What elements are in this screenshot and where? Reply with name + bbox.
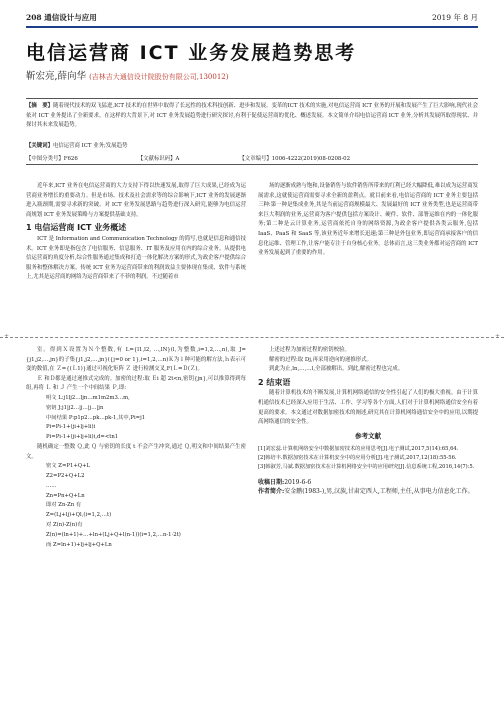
lower-intro: 室。得到Ｘ设置为Ｎ个整数,有 L={l1,l2, …,lN}(l,为整数,i=1,2,…,n),取 J={j1,j2,…,jn}的子集{j1,j2,…,jn}({j=0 or 1},i=1,2,…n)Ｋ为ｌ种可能的解方法,ｈ表示可变的数值,在 Ｚ={(Ｌ1)}通过可视化矩阵 Ｚ 进行检测交叉,F(Ｌ=Ｄ(Ｚ)。: [26, 347, 246, 373]
article-title: 电信运营商 ICT 业务发展趋势思考: [26, 42, 357, 64]
lower-right-p3: 到此为止,ln,…,…l,全部被解出。到此,解密过程也完成。: [269, 366, 404, 373]
received-date: 2019-6-6: [284, 478, 312, 486]
reference-item: [2]韩培丰.数据加密技术在计算机安全中的应用分析[J].电子测试,2017,12(18):55-56.: [258, 455, 457, 462]
formula-line: 而 Z=ln+1)+lj+lj+Q+Ln: [46, 541, 112, 548]
issue-date: 2019 年 8 月: [431, 13, 478, 22]
formula-line: 即对 Zn-Zn 有: [46, 502, 82, 509]
lower-p3: 随机确定一整数 Ｑ,此 Ｑ 与密钥的长度 t 不会产生冲突,通过 Ｑ,明文和中间结果产生密文。: [26, 443, 246, 460]
section-2-text: 随着计算机技术的不断发展,计算机网络通信的安全性引起了人们的极大重视。由于计算机通信技术已经深入应用于生活、工作、学习等各个方面,人们对于计算机网络通信安全有着更高的要求。本文通过对数据加密技术的阐述,研究其在计算机网络通信安全中的应用,以期提高网络通信的安全性。: [258, 390, 478, 426]
formula-line: Pi=Pi-1+(ji+lj+li)i: [46, 424, 96, 431]
lower-p2: Ｅ 和Ｄ都是通过递推式完成的。加密的过程:取 Ｅi 超 2t<n,密钥{jn},可以推算得到每组,再将 Ｌ 和 Ｊ 产生一个中间结果 Ｐ,即:: [26, 375, 246, 392]
journal-header: 208 通信设计与应用: [26, 13, 97, 22]
clc-code: 【中图分类号】F626: [26, 156, 78, 162]
intro-paragraph: 近年来,ICT 业务在电信运营商的大力支持下得以快速发展,取得了巨大成果,已经成为运营商业务增长的重要动力。但是市场、技术及社会需求等的综合影响下,ICT 业务的发展逐渐进入瓶颈期,需要寻求新的突破。对 ICT 业务发展思路与趋势进行深入研究,能够为电信运营商规划 ICT 业务发展策略与方案提供基础支持。: [26, 183, 246, 218]
formula-line: 密钥 J:j1|j2…|j…|j…|jn: [46, 404, 104, 411]
header-rule: [26, 26, 478, 28]
section-2-heading: 2 结束语: [258, 377, 291, 387]
received-info: [258, 478, 478, 497]
abstract-label: 【摘 要】: [26, 103, 53, 109]
formula-line: Z=(Lj+lj)+Ql,(i=1,2,…t): [46, 512, 112, 519]
abstract-top-rule: [26, 98, 478, 99]
reference-item: [1]刘宏蕊.计算机网络安全中数据加密技术的应用思考[J].电子测试,2017,5(14):65,64.: [258, 446, 459, 453]
formula-line: Zn=Pn+Q+Ln: [46, 492, 85, 499]
formula-block-1: [26, 394, 246, 443]
received-label: 收稿日期:: [258, 478, 285, 486]
abstract-bottom-rule: [26, 164, 478, 165]
lower-right-column: [258, 346, 478, 497]
article-separator: + +: [0, 337, 504, 338]
keywords-label: 【关键词】: [26, 143, 53, 149]
article-number: 【文章编号】1006-4222(2019)08-0208-02: [239, 156, 351, 162]
reference-item: [3]韩淑芳,马斌.数据加密技术在计算机网络安全中的应用研究[J].信息系统工程,2016,14(7):5.: [258, 463, 475, 470]
authors-line: [26, 68, 228, 82]
references-list: [258, 445, 478, 471]
section-1-text: ICT 是 Information and Communication Technology 的简写,也就是信息和通信技术。ICT 业务即是指包含了电信服务、信息服务、IT 服务及应用在内的综合业务。从提供电信运营商的角度分析,综合性服务通过集成和打造一体化解决方案的形式,为政企客户提供综合服务和整体解决方案。传统 ICT 业务为运营商带来的利润效益主要体现在集成、软件与系统上,尤其是运营商的网络为运营商带来了不菲的利润。不过随着市: [26, 235, 246, 281]
doc-code: 【文献标识码】A: [137, 156, 180, 162]
author-bio-label: 作者简介:: [258, 488, 285, 496]
formula-block-2: [26, 462, 246, 550]
section-1-heading: 1 电信运营商 ICT 业务概述: [26, 223, 127, 233]
author-names: 靳宏亮,薛向华: [26, 71, 87, 82]
references-heading: 参考文献: [355, 431, 381, 440]
formula-line: 密文 Z=P1+Q+L: [46, 463, 91, 470]
lower-right-p2: 解密的过程:取 Dj,再采用逆向的递推形式。: [269, 356, 372, 363]
lower-left-column: [26, 346, 246, 550]
author-bio: 安金鹏(1983-),男,汉族,甘肃定西人,工程师,主任,从事电力信息化工作。: [284, 488, 474, 496]
affiliation: (吉林吉大通信设计院股份有限公司,130012): [89, 73, 229, 81]
classification-row: [26, 154, 478, 162]
formula-line: 明文 L:j1lj2…ljn…m1m2m3…m,: [46, 394, 130, 401]
upper-right-text: 场的逐渐成熟与饱和,设备销售与软件销售所带来的红利已经大幅降低,难以成为运营商发展需求,这就使运营商需要寻求全新的盈利点。就目前来看,电信运营商的 ICT 业务主要包括三种:第一种是集成业务,其是当前运营商规模最大、发展最好的 ICT 业务类型,也是运营商带来巨大利润的业务,运营商为客户提供包括方案设计、硬件、软件、部署运维在内的一体化服务;第二种是云计算业务,运营商依托自身的网络资源,为政企客户提供各类云服务,包括 IaaS、PaaS 和 SaaS 等,该业务近年来增长迅速;第三种是外包业务,即运营商承接客户的信息化运维、管理工作,让客户能专注于自身核心业务。总体而言,这三类业务都对运营商的 ICT 业务发展起到了重要的作用。: [258, 183, 478, 257]
abstract: [26, 102, 478, 131]
formula-line: ……: [46, 482, 57, 489]
lower-right-p1: 上述过程为加密过程的密钥校验。: [269, 347, 350, 353]
formula-line: 对 Z(n)-Z(n)有: [46, 521, 83, 528]
upper-right-column: [258, 182, 478, 259]
formula-line: Z2=P2+Q+L2: [46, 472, 85, 479]
formula-line: Z(n)=(ln+1)+…+ln+(Lj+Q+l(n-1))(i=1,2,…n-1·2t): [46, 531, 181, 538]
upper-left-column: [26, 182, 246, 283]
formula-line: Pi=Pi-1+(ji+lj+li)i,d=<tn1: [46, 434, 119, 441]
abstract-text: 随着现代技术的双飞猛进,ICT 技术的在世界中取得了长远性的技术科技创新、进步和发展。变革的ICT 技术的实施,对电信运营商 ICT 业务的开展和发展产生了巨大影响,现代社会依对 ICT 业务提出了全新要求。在这样的大背景下,对 ICT 业务发展趋势进行研究探讨,有利于促使运营商的优化、概述发展。本文简单介绍电信运营商 ICT 业务,分析其发展所取得现状、并探讨其未来发展趋势。: [26, 103, 478, 128]
keywords: [26, 141, 478, 149]
formula-line: 中间结果 P:p1p2…pk…pk-1,其中,Pi=j1: [46, 414, 146, 421]
keywords-text: 电信运营商 ICT 业务;发展趋势: [52, 143, 128, 149]
